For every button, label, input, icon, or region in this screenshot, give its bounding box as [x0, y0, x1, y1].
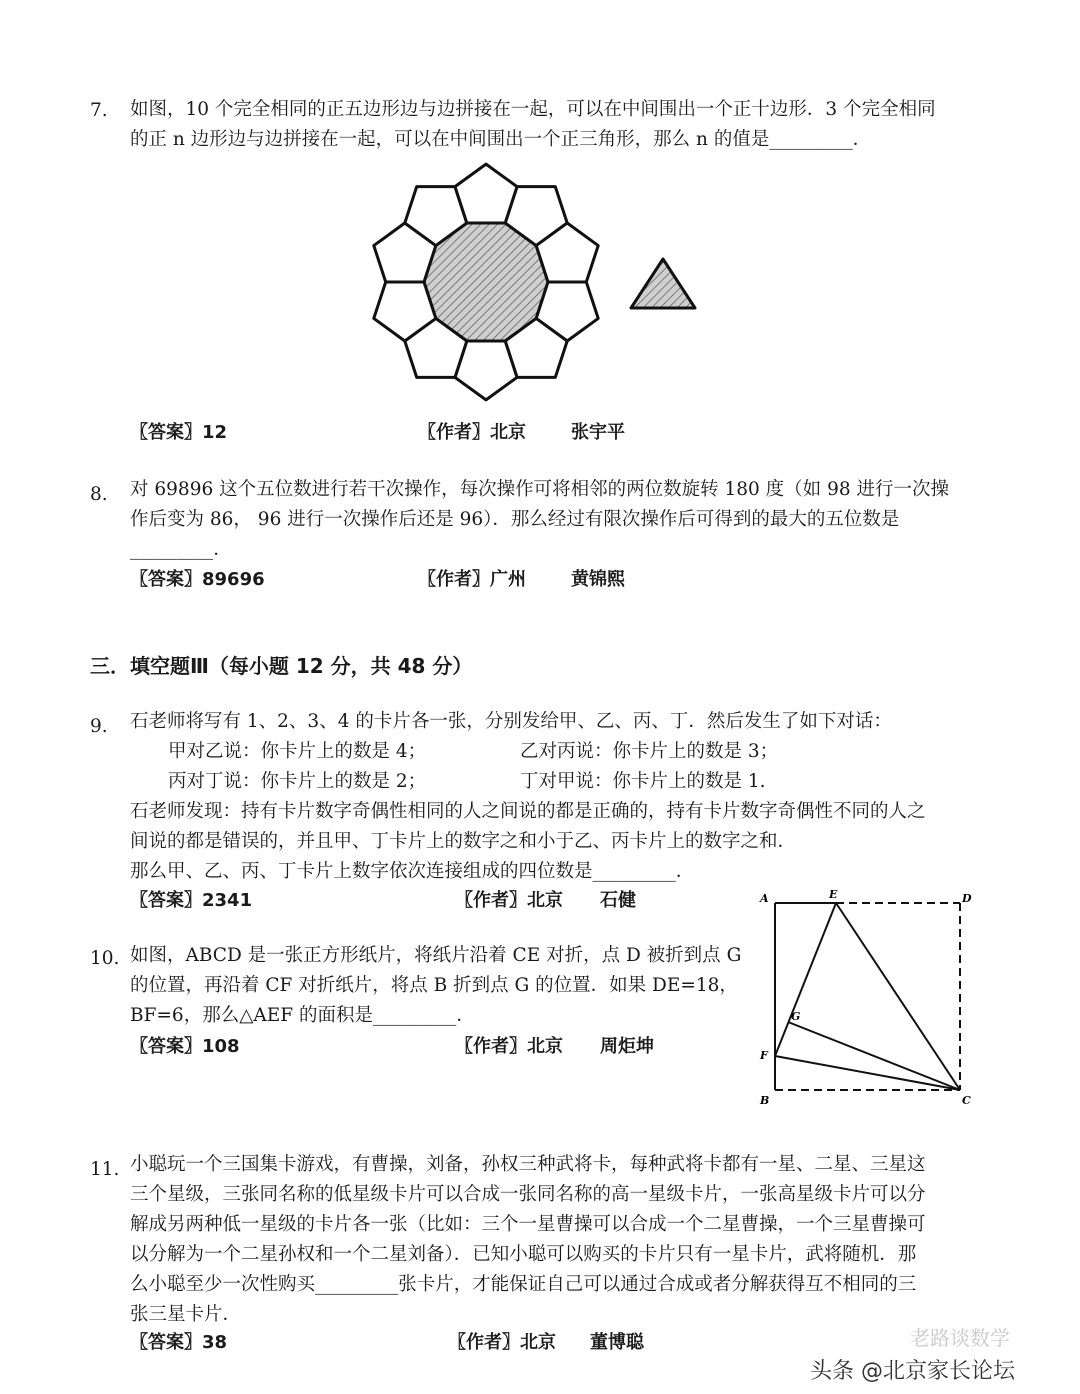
q7-author-name: 张宇平: [571, 422, 625, 443]
q11-line2: 三个星级，三张同名称的低星级卡片可以合成一张同名称的高一星级卡片，一张高星级卡片可以分: [130, 1184, 926, 1205]
q9-line4: 间说的都是错误的，并且甲、丁卡片上的数字之和小于乙、丙卡片上的数字之和．: [130, 831, 797, 852]
q9-answer: 〖答案〗2341: [130, 890, 253, 911]
q8-answer: 〖答案〗89696: [130, 569, 265, 590]
q9-number: 9.: [90, 716, 108, 737]
q11-line1: 小聪玩一个三国集卡游戏，有曹操，刘备，孙权三种武将卡，每种武将卡都有一星、二星、三星这: [130, 1154, 926, 1175]
q9-dialog4: 丁对甲说：你卡片上的数是 1.: [520, 771, 766, 792]
q8-line2: 作后变为 86， 96 进行一次操作后还是 96）．那么经过有限次操作后可得到的最大的五位数是: [130, 509, 900, 530]
q10-label-c: C: [962, 1094, 971, 1107]
watermark-text: 头条 @北京家长论坛: [810, 1359, 1015, 1384]
q9-author-name: 石健: [600, 890, 636, 911]
q10-line3: BF=6，那么△AEF 的面积是_________．: [130, 1005, 475, 1026]
q11-line6: 张三星卡片．: [130, 1304, 242, 1325]
q7-number: 7.: [90, 100, 108, 121]
q10-label-g: G: [791, 1010, 801, 1023]
q9-dialog1: 甲对乙说：你卡片上的数是 4；: [168, 741, 427, 762]
q10-label-b: B: [760, 1094, 770, 1107]
q8-author-name: 黄锦熙: [571, 569, 625, 590]
q8-line1: 对 69896 这个五位数进行若干次操作，每次操作可将相邻的两位数旋转 180 度（如 98 进行一次操: [130, 479, 949, 500]
q11-line4: 以分解为一个二星孙权和一个二星刘备）．已知小聪可以购买的卡片只有一星卡片，武将随机．那: [130, 1244, 917, 1265]
q7-author: 〖作者〗北京: [418, 422, 526, 443]
q9-dialog2: 乙对丙说：你卡片上的数是 3；: [520, 741, 779, 762]
q9-dialog3: 丙对丁说：你卡片上的数是 2；: [168, 771, 427, 792]
q10-label-d: D: [962, 892, 972, 905]
q7-line1: 如图，10 个完全相同的正五边形边与边拼接在一起，可以在中间围出一个正十边形．3 个完全相同: [130, 99, 936, 120]
q7-pentagon: [455, 164, 517, 223]
q11-line3: 解成另两种低一星级的卡片各一张（比如：三个一星曹操可以合成一个二星曹操，一个三星曹操可: [130, 1214, 926, 1235]
q7-small-triangle: [631, 259, 695, 308]
q9-author: 〖作者〗北京: [455, 890, 563, 911]
q11-answer: 〖答案〗38: [130, 1332, 228, 1353]
q11-number: 11.: [90, 1159, 120, 1180]
q10-number: 10.: [90, 948, 120, 969]
q9-line5: 那么甲、乙、丙、丁卡片上数字依次连接组成的四位数是_________．: [130, 861, 695, 882]
q10-line1: 如图，ABCD 是一张正方形纸片，将纸片沿着 CE 对折，点 D 被折到点 G: [130, 945, 742, 966]
q11-line5: 么小聪至少一次性购买_________张卡片，才能保证自己可以通过合成或者分解获得互不相同的三: [130, 1274, 917, 1295]
q10-label-a: A: [760, 892, 769, 905]
watermark-faint: 老路谈数学: [910, 1326, 1010, 1350]
q8-line3: _________．: [130, 539, 232, 560]
q10-square-fold-figure: [750, 885, 990, 1115]
section3-title: 三．填空题Ⅲ（每小题 12 分，共 48 分）: [90, 654, 473, 678]
q7-line2: 的正 n 边形边与边拼接在一起，可以在中间围出一个正三角形，那么 n 的值是_________．: [130, 129, 872, 150]
q10-author: 〖作者〗北京: [455, 1036, 563, 1057]
q11-author-name: 董博聪: [590, 1332, 644, 1353]
q8-author: 〖作者〗广州: [418, 569, 526, 590]
q10-answer: 〖答案〗108: [130, 1036, 240, 1057]
q10-line2: 的位置，再沿着 CF 对折纸片，将点 B 折到点 G 的位置．如果 DE=18，: [130, 975, 738, 996]
q9-line1: 石老师将写有 1、2、3、4 的卡片各一张，分别发给甲、乙、丙、丁．然后发生了如下对话：: [130, 711, 892, 732]
q11-author: 〖作者〗北京: [448, 1332, 556, 1353]
q8-number: 8.: [90, 484, 108, 505]
q10-author-name: 周炬坤: [600, 1036, 654, 1057]
q10-label-e: E: [829, 888, 838, 901]
q7-answer: 〖答案〗12: [130, 422, 228, 443]
q10-label-f: F: [760, 1049, 768, 1062]
q9-line3: 石老师发现：持有卡片数字奇偶性相同的人之间说的都是正确的，持有卡片数字奇偶性不同的人之: [130, 801, 926, 822]
